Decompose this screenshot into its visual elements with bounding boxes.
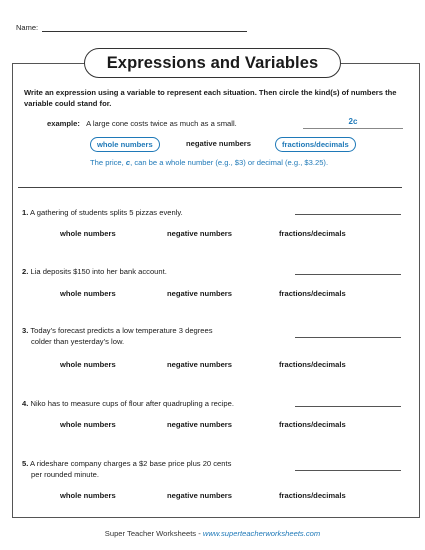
question-5: [22, 458, 231, 480]
example-label: example:: [47, 119, 80, 128]
question-2: [22, 266, 167, 277]
worksheet-title: Expressions and Variables: [84, 48, 341, 78]
example-option-whole-numbers: whole numbers: [90, 137, 160, 152]
footer-brand: Super Teacher Worksheets: [104, 529, 197, 538]
question-text: A gathering of students splits 5 pizzas evenly.: [30, 208, 183, 217]
footer-url[interactable]: www.superteacherworksheets.com: [202, 529, 321, 538]
question-number: 5.: [22, 459, 29, 468]
question-text: A rideshare company charges a $2 base price plus 20 cents: [30, 459, 232, 468]
question-number: 4.: [22, 399, 29, 408]
question-1: [22, 207, 183, 218]
question-3: [22, 325, 213, 347]
question-number: 2.: [22, 267, 29, 276]
example-row: [47, 119, 407, 128]
explanation-part-1: The price,: [90, 158, 126, 167]
option-negative-numbers[interactable]: negative numbers: [167, 229, 232, 238]
answer-line-4[interactable]: [295, 406, 401, 407]
option-fractions-decimals[interactable]: fractions/decimals: [279, 420, 346, 429]
footer-separator: -: [196, 529, 203, 538]
explanation-variable: c: [125, 158, 131, 167]
option-whole-numbers[interactable]: whole numbers: [60, 289, 116, 298]
option-negative-numbers[interactable]: negative numbers: [167, 491, 232, 500]
option-fractions-decimals[interactable]: fractions/decimals: [279, 360, 346, 369]
option-whole-numbers[interactable]: whole numbers: [60, 491, 116, 500]
question-text: Today’s forecast predicts a low temperature 3 degrees: [30, 326, 213, 335]
option-fractions-decimals[interactable]: fractions/decimals: [279, 289, 346, 298]
answer-line-3[interactable]: [295, 337, 401, 338]
question-text: Niko has to measure cups of flour after quadrupling a recipe.: [30, 399, 234, 408]
name-line[interactable]: [42, 24, 247, 32]
option-whole-numbers[interactable]: whole numbers: [60, 420, 116, 429]
instructions: Write an expression using a variable to represent each situation. Then circle the kind(s) of numbers the variable could stand for.: [24, 88, 397, 108]
question-text-continued: colder than yesterday’s low.: [31, 337, 125, 346]
example-option-fractions-decimals: fractions/decimals: [275, 137, 356, 152]
question-number: 3.: [22, 326, 29, 335]
example-explanation: [90, 158, 328, 167]
option-fractions-decimals[interactable]: fractions/decimals: [279, 491, 346, 500]
example-option-negative-numbers: negative numbers: [186, 139, 251, 148]
option-fractions-decimals[interactable]: fractions/decimals: [279, 229, 346, 238]
example-answer-line: [303, 128, 403, 129]
option-whole-numbers[interactable]: whole numbers: [60, 229, 116, 238]
name-label: Name:: [16, 23, 39, 32]
section-divider: [18, 187, 402, 188]
option-whole-numbers[interactable]: whole numbers: [60, 360, 116, 369]
option-negative-numbers[interactable]: negative numbers: [167, 360, 232, 369]
footer: [0, 529, 425, 538]
example-prompt: A large cone costs twice as much as a small.: [86, 119, 237, 128]
option-negative-numbers[interactable]: negative numbers: [167, 289, 232, 298]
answer-line-2[interactable]: [295, 274, 401, 275]
name-field: [16, 23, 247, 32]
example-answer: 2c: [348, 117, 358, 126]
answer-line-5[interactable]: [295, 470, 401, 471]
question-text: Lia deposits $150 into her bank account.: [30, 267, 167, 276]
option-negative-numbers[interactable]: negative numbers: [167, 420, 232, 429]
question-4: [22, 398, 234, 409]
explanation-part-2: , can be a whole number (e.g., $3) or decimal (e.g., $3.25).: [130, 158, 329, 167]
question-number: 1.: [22, 208, 29, 217]
question-text-continued: per rounded minute.: [31, 470, 99, 479]
answer-line-1[interactable]: [295, 214, 401, 215]
